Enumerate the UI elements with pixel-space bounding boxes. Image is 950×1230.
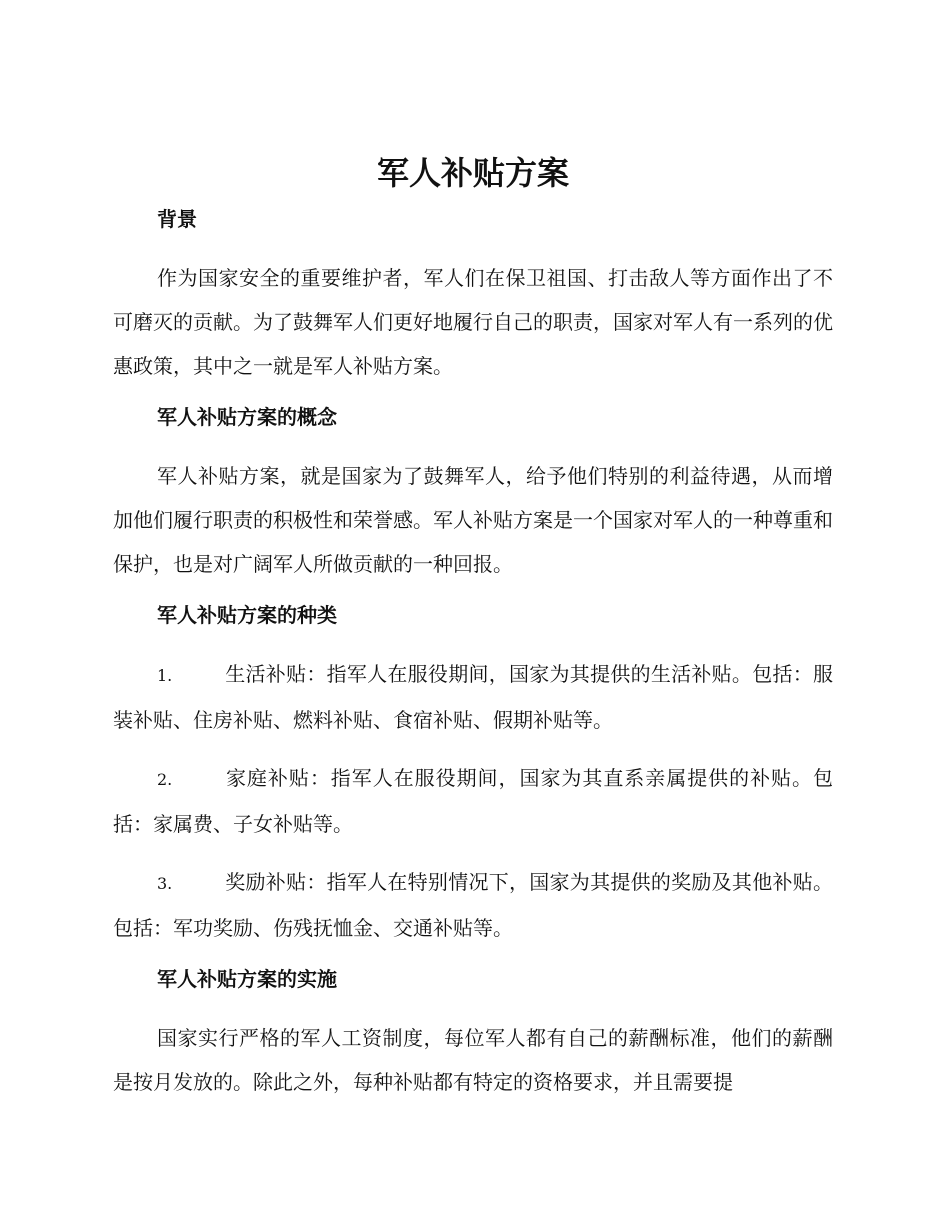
section-concept — [113, 402, 833, 586]
section-paragraph: 作为国家安全的重要维护者，军人们在保卫祖国、打击敌人等方面作出了不可磨灭的贡献。为了鼓舞军人们更好地履行自己的职责，国家对军人有一系列的优惠政策，其中之一就是军人补贴方案。 — [113, 266, 833, 378]
section-heading: 背景 — [157, 207, 197, 231]
list-item-number: 3. — [157, 874, 173, 893]
section-paragraph: 国家实行严格的军人工资制度，每位军人都有自己的薪酬标准，他们的薪酬是按月发放的。除此之外，每种补贴都有特定的资格要求，并且需要提 — [113, 1026, 833, 1094]
list-item — [113, 652, 833, 742]
section-heading: 军人补贴方案的种类 — [157, 603, 337, 627]
list-item-text: 生活补贴：指军人在服役期间，国家为其提供的生活补贴。包括：服装补贴、住房补贴、燃料补贴、食宿补贴、假期补贴等。 — [113, 662, 833, 732]
section-types — [113, 600, 833, 950]
section-paragraph: 军人补贴方案，就是国家为了鼓舞军人，给予他们特别的利益待遇，从而增加他们履行职责的积极性和荣誉感。军人补贴方案是一个国家对军人的一种尊重和保护，也是对广阔军人所做贡献的一种回报。 — [113, 464, 833, 576]
list-item — [113, 860, 833, 950]
document-title: 军人补贴方案 — [376, 154, 569, 192]
section-heading: 军人补贴方案的概念 — [157, 405, 337, 429]
section-heading: 军人补贴方案的实施 — [157, 967, 337, 991]
document-content — [113, 150, 833, 1118]
list-item-number: 2. — [157, 770, 173, 789]
list-item — [113, 756, 833, 846]
section-background — [113, 204, 833, 388]
list-item-text: 奖励补贴：指军人在特别情况下，国家为其提供的奖励及其他补贴。包括：军功奖励、伤残抚恤金、交通补贴等。 — [113, 870, 833, 940]
section-implementation — [113, 964, 833, 1104]
list-item-text: 家庭补贴：指军人在服役期间，国家为其直系亲属提供的补贴。包括：家属费、子女补贴等。 — [113, 766, 833, 836]
list-item-number: 1. — [157, 666, 173, 685]
